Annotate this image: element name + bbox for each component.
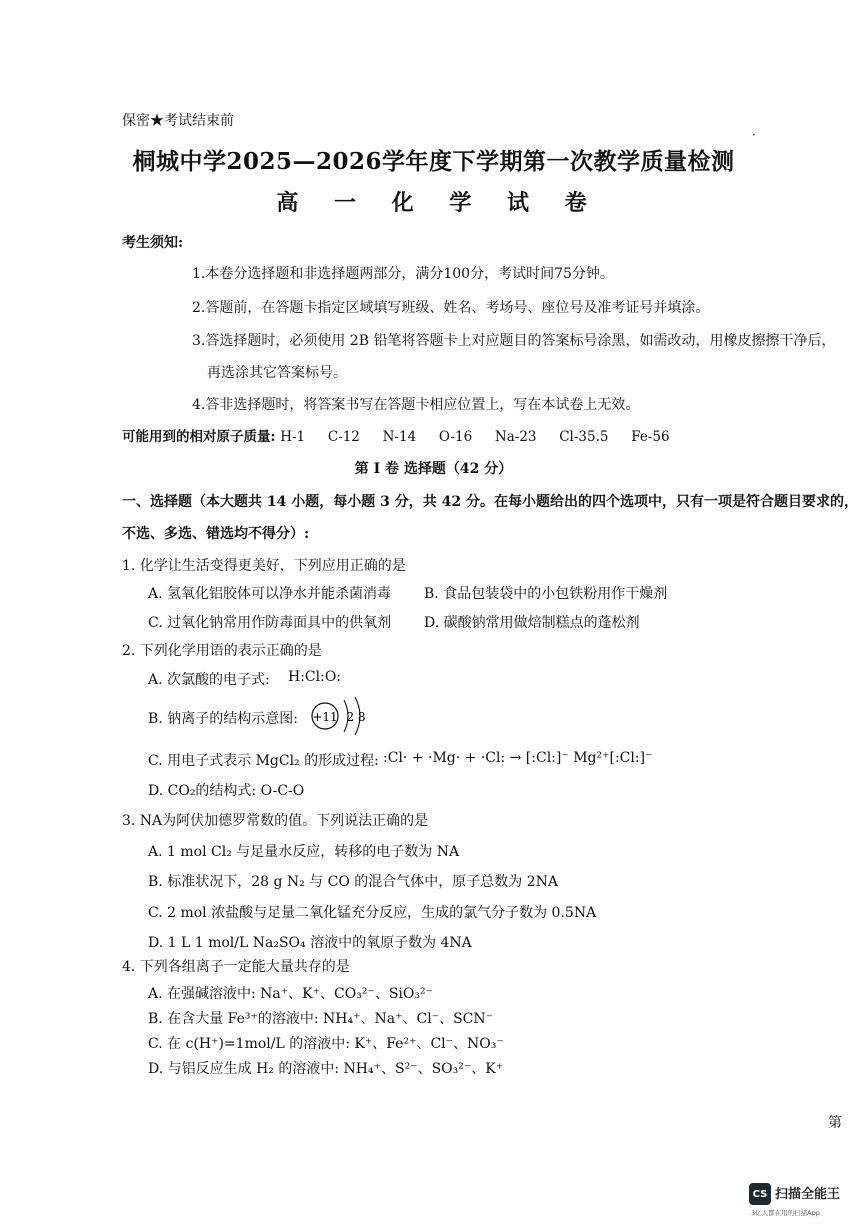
atomic-masses-label: 可能用到的相对原子质量: bbox=[122, 429, 276, 445]
atomic-masses bbox=[122, 425, 688, 445]
mass-na: Na-23 bbox=[494, 429, 537, 445]
notice-item-3: 3.答选择题时，必须使用 2B 铅笔将答题卡上对应题目的答案标号涂黑，如需改动，用橡皮擦擦干净后， bbox=[192, 333, 836, 349]
sodium-ion-structure-diagram bbox=[308, 694, 378, 738]
mass-c: C-12 bbox=[327, 429, 360, 445]
notice-item-3-cont: 再选涂其它答案标号。 bbox=[207, 365, 347, 381]
q4-option-d: D. 与铝反应生成 H₂ 的溶液中: NH₄⁺、S²⁻、SO₃²⁻、K⁺ bbox=[148, 1061, 504, 1077]
q4-option-c: C. 在 c(H⁺)=1mol/L 的溶液中: K⁺、Fe²⁺、Cl⁻、NO₃⁻ bbox=[148, 1036, 504, 1052]
q3-stem: 3. NA为阿伏加德罗常数的值。下列说法正确的是 bbox=[122, 813, 429, 829]
q3-option-a: A. 1 mol Cl₂ 与足量水反应，转移的电子数为 NA bbox=[148, 844, 460, 860]
q4-option-a: A. 在强碱溶液中: Na⁺、K⁺、CO₃²⁻、SiO₃²⁻ bbox=[148, 986, 433, 1002]
mass-h: H-1 bbox=[280, 429, 306, 445]
diagram-nucleus-label: +11 bbox=[312, 710, 338, 724]
notice-item-1: 1.本卷分选择题和非选择题两部分，满分100分，考试时间75分钟。 bbox=[192, 266, 614, 282]
q2-option-b: B. 钠离子的结构示意图: bbox=[148, 711, 298, 727]
q4-option-b: B. 在含大量 Fe³⁺的溶液中: NH₄⁺、Na⁺、Cl⁻、SCN⁻ bbox=[148, 1011, 494, 1027]
section-title: 第 I 卷 选择题（42 分） bbox=[354, 461, 513, 477]
scanner-tagline: 3亿人都在用的扫描App bbox=[751, 1209, 820, 1217]
q4-stem: 4. 下列各组离子一定能大量共存的是 bbox=[122, 959, 350, 975]
q2-stem: 2. 下列化学用语的表示正确的是 bbox=[122, 643, 322, 659]
diagram-shells-label: 2 8 bbox=[346, 710, 366, 724]
exam-title: 桐城中学2025—2026学年度下学期第一次教学质量检测 bbox=[132, 148, 735, 175]
q2-option-d: D. CO₂的结构式: O-C-O bbox=[148, 783, 305, 799]
scanner-watermark bbox=[749, 1180, 861, 1220]
mass-cl: Cl-35.5 bbox=[559, 429, 609, 445]
mass-n: N-14 bbox=[382, 429, 417, 445]
scanner-logo-icon: CS bbox=[749, 1183, 771, 1205]
q1-stem: 1. 化学让生活变得更美好，下列应用正确的是 bbox=[122, 558, 406, 574]
q1-option-d: D. 碳酸钠常用做焙制糕点的蓬松剂 bbox=[424, 615, 640, 631]
q1-option-c: C. 过氧化钠常用作防毒面具中的供氧剂 bbox=[148, 615, 392, 631]
notice-item-4: 4.答非选择题时，将答案书写在答题卡相应位置上，写在本试卷上无效。 bbox=[192, 397, 640, 413]
section-intro-2: 不选、多选、错选均不得分）: bbox=[122, 526, 310, 542]
q1-option-b: B. 食品包装袋中的小包铁粉用作干燥剂 bbox=[424, 586, 668, 602]
scanner-app-name: 扫描全能王 bbox=[775, 1187, 841, 1202]
notice-item-2: 2.答题前，在答题卡指定区域填写班级、姓名、考场号、座位号及准考证号并填涂。 bbox=[192, 300, 710, 316]
notice-heading: 考生须知: bbox=[122, 235, 184, 251]
q2-option-a: A. 次氯酸的电子式: bbox=[148, 672, 270, 688]
stray-dot: · bbox=[752, 128, 756, 142]
exam-subtitle: 高 一 化 学 试 卷 bbox=[276, 190, 601, 216]
q2-option-c: C. 用电子式表示 MgCl₂ 的形成过程: bbox=[148, 753, 379, 769]
q1-option-a: A. 氢氧化铝胶体可以净水并能杀菌消毒 bbox=[148, 586, 392, 602]
section-intro-1: 一、选择题（本大题共 14 小题，每小题 3 分，共 42 分。在每小题给出的四个选项中，只有一项是符合题目要求的， bbox=[122, 494, 858, 510]
q3-option-b: B. 标准状况下，28 g N₂ 与 CO 的混合气体中，原子总数为 2NA bbox=[148, 874, 558, 890]
secret-label: 保密★考试结束前 bbox=[122, 113, 234, 129]
q3-option-d: D. 1 L 1 mol/L Na₂SO₄ 溶液中的氧原子数为 4NA bbox=[148, 935, 472, 951]
mass-fe: Fe-56 bbox=[631, 429, 670, 445]
q3-option-c: C. 2 mol 浓盐酸与足量二氧化锰充分反应，生成的氯气分子数为 0.5NA bbox=[148, 905, 597, 921]
q2-option-c-formula: :Cl· + ·Mg· + ·Cl: → [:Cl:]⁻ Mg²⁺[:Cl:]⁻ bbox=[383, 750, 653, 766]
mass-o: O-16 bbox=[438, 429, 473, 445]
page-number-label: 第 bbox=[828, 1115, 842, 1131]
q2-option-a-formula: H:Cl:O: bbox=[288, 669, 342, 685]
